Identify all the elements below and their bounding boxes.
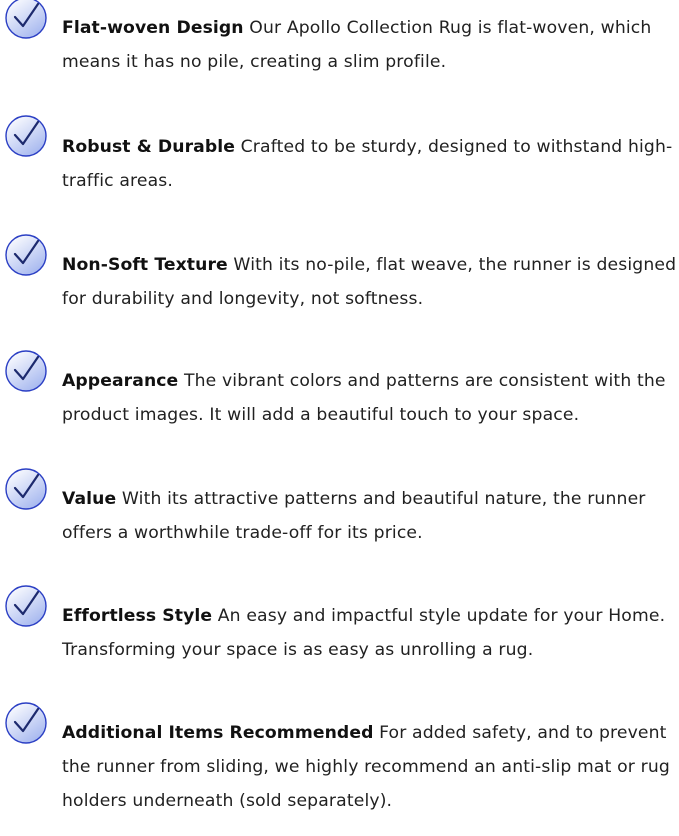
- feature-body: With its no-pile, flat weave, the runner is designed for durability and longevity, not softness.: [62, 254, 677, 309]
- check-circle-icon: [4, 114, 48, 158]
- list-item: [0, 465, 679, 567]
- feature-title: Additional Items Recommended: [62, 723, 374, 744]
- feature-text-cell: [62, 699, 679, 835]
- check-cell: [4, 699, 62, 745]
- check-cell: [4, 112, 62, 158]
- feature-text-cell: [62, 347, 679, 449]
- feature-paragraph: [62, 248, 677, 316]
- check-cell: [4, 582, 62, 628]
- list-item: [0, 347, 679, 449]
- feature-title: Appearance: [62, 371, 179, 392]
- feature-paragraph: [62, 364, 677, 432]
- list-item: [0, 582, 679, 684]
- feature-text-cell: [62, 112, 679, 214]
- list-item: [0, 699, 679, 835]
- check-circle-icon: [4, 467, 48, 511]
- feature-title: Value: [62, 488, 117, 509]
- feature-text-cell: [62, 231, 679, 333]
- feature-paragraph: [62, 11, 677, 79]
- list-item: [0, 231, 679, 333]
- feature-title: Non-Soft Texture: [62, 254, 228, 275]
- list-item: [0, 112, 679, 214]
- feature-body: With its attractive patterns and beautiful nature, the runner offers a worthwhile trade-off for its price.: [62, 488, 646, 543]
- feature-body: Our Apollo Collection Rug is flat-woven, which means it has no pile, creating a slim profile.: [62, 18, 652, 73]
- feature-paragraph: [62, 716, 677, 818]
- check-circle-icon: [4, 584, 48, 628]
- feature-title: Flat-woven Design: [62, 18, 244, 39]
- feature-body: The vibrant colors and patterns are consistent with the product images. It will add a beautiful touch to your space.: [62, 371, 666, 426]
- feature-paragraph: [62, 599, 677, 667]
- check-circle-icon: [4, 349, 48, 393]
- feature-paragraph: [62, 482, 677, 550]
- feature-text-cell: [62, 0, 679, 96]
- check-circle-icon: [4, 0, 48, 40]
- feature-text-cell: [62, 465, 679, 567]
- feature-title: Robust & Durable: [62, 136, 236, 157]
- feature-body: An easy and impactful style update for your Home. Transforming your space is as easy as unrolling a rug.: [62, 606, 666, 661]
- feature-text-cell: [62, 582, 679, 684]
- check-cell: [4, 0, 62, 40]
- feature-title: Effortless Style: [62, 606, 213, 627]
- check-circle-icon: [4, 701, 48, 745]
- check-cell: [4, 347, 62, 393]
- feature-body: For added safety, and to prevent the runner from sliding, we highly recommend an anti-slip mat or rug holders underneath (sold separately).: [62, 723, 670, 812]
- check-cell: [4, 465, 62, 511]
- check-cell: [4, 231, 62, 277]
- list-item: [0, 0, 679, 96]
- check-circle-icon: [4, 233, 48, 277]
- feature-paragraph: [62, 130, 677, 198]
- feature-body: Crafted to be sturdy, designed to withstand high-traffic areas.: [62, 136, 673, 191]
